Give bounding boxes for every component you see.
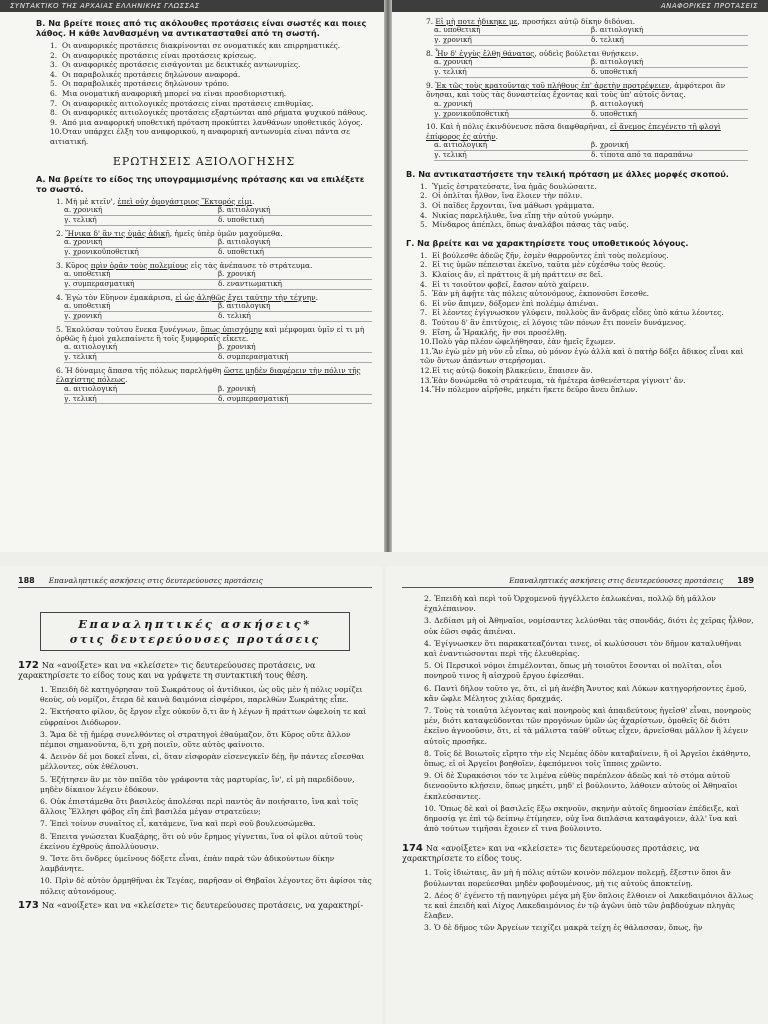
question-text: εἰς τὰς ἀνέπαυσε τὸ στράτευμα. xyxy=(188,260,313,270)
answer-option: δ. εναντιωματική xyxy=(218,280,372,290)
answer-option: β. αιτιολογική xyxy=(591,100,748,110)
question-text: Ἐγὼ τὸν Εὔηνον ἐμακάρισα, xyxy=(65,292,176,302)
list-item xyxy=(40,819,372,829)
answer-option: γ. χρονικοϋποθετική xyxy=(434,110,591,120)
answer-option: α. υποθετική xyxy=(64,302,218,312)
item-number: 10. xyxy=(420,337,432,347)
question-number: 5. xyxy=(56,324,66,334)
answer-option: β. χρονική xyxy=(218,343,372,353)
item-text: Ἅμα δὲ τῇ ἡμέρᾳ συνελθόντες οἱ στρατηγοὶ ἐθαύμαζον, ὅτι Κῦρος οὔτε ἄλλον πέμποι σημανοῦντα, ὅ,τι χρὴ ποιεῖν, οὔτε αὐτὸς φαίνοιτο. xyxy=(40,729,351,750)
question xyxy=(426,49,748,58)
list-item xyxy=(40,752,372,772)
section-b-heading: Β. Να βρείτε ποιες από τις ακόλουθες προτάσεις είναι σωστές και ποιες λάθος. Η κάθε λανθασμένη να αντικατασταθεί από τη σωστή. xyxy=(36,18,367,38)
answer-option: α. χρονική xyxy=(434,100,591,110)
item-text: Οι παραβολικές προτάσεις δηλώνουν τρόπο. xyxy=(62,79,230,89)
item-text: Οἱ ὁπλῖται ἦλθον, ἵνα ἔλοιεν τὴν πόλιν. xyxy=(432,191,583,201)
answer-option: γ. χρονική xyxy=(434,36,591,46)
section-a-heading: Α. Να βρείτε το είδος της υπογραμμισμένης πρότασης και να επιλέξετε το σωστό. xyxy=(36,173,365,194)
answer-option: α. χρονική xyxy=(434,58,591,68)
item-number: 9. xyxy=(50,117,58,127)
exercise-172-list xyxy=(40,685,372,897)
item-text: Οὐκ ἐπιστάμεθα ὅτι βασιλεὺς ἀπολέσαι περὶ παντὸς ἂν ποιήσαιτο, ἵνα καὶ τοῖς ἄλλοις Ἕλλησι φόβος εἴη ἐπὶ βασιλέα μέγαν στρατεύειν; xyxy=(40,797,359,817)
question-number: 1. xyxy=(56,196,66,206)
item-text: Ἐζήτησεν ἂν με τὸν παῖδα τὸν γράφοντα τὰς μαρτυρίας, ἵν', εἰ μὴ παρεδίδουν, μηδὲν δίκαιον λέγειν ἐδόκουν. xyxy=(40,774,355,794)
question-text: . xyxy=(315,292,318,302)
item-number: 1. xyxy=(424,868,432,878)
answer-option: δ. τελική xyxy=(218,312,372,322)
item-number: 3. xyxy=(50,60,58,70)
item-number: 3. xyxy=(424,616,432,626)
answer-options xyxy=(64,343,372,363)
exercise-174-list xyxy=(424,868,754,933)
section-g-list xyxy=(420,251,748,395)
list-item xyxy=(420,366,748,376)
item-number: 5. xyxy=(420,220,428,230)
item-text: Κλαίοις ἄν, εἰ πράττοις ἃ μὴ πράττειν σε δεῖ. xyxy=(432,269,604,279)
list-item xyxy=(420,280,748,290)
answer-options xyxy=(434,58,748,78)
exercise-item xyxy=(424,594,754,614)
question-text: Ἡ δύναμις ἅπασα τῆς πόλεως παρελήφθη xyxy=(65,365,224,375)
question-text: . xyxy=(252,196,255,206)
answer-option: δ. υποθετική xyxy=(218,216,372,226)
item-text: Ἐπειδὴ δὲ κατηγόρησαν τοῦ Σωκράτους οἱ ἀντίδικοι, ὡς οὓς μὲν ἡ πόλις νομίζει θεοὺς, οὐ νομίζοι, ἕτερα δὲ καινὰ δαιμόνια εἰσφέροι, παρελθὼν Σωκράτης εἶπε. xyxy=(40,685,363,705)
item-text: Ὑμεῖς ἐστρατεύσατε, ἵνα ἡμᾶς δουλώσαιτε. xyxy=(432,181,597,191)
underlined-clause: ὥστε μηδὲν διαφέρειν τὴν πόλιν τῆς ἐλαχίστης πόλεως xyxy=(56,365,361,385)
answer-option: γ. τελική xyxy=(434,68,591,78)
item-number: 7. xyxy=(420,308,428,318)
item-number: 8. xyxy=(50,108,58,118)
item-text: Πρὶν δὲ αὐτὸν ὁρμηθῆναι ἐκ Τεγέας, παρῆσαν οἱ Θηβαῖοι λέγοντες ὅτι ἀφίσοι τὰς πόλεις αὐτονόμους. xyxy=(40,876,372,896)
exercise-172-text: Να «ανοίξετε» και να «κλείσετε» τις δευτερεύουσες προτάσεις, να χαρακτηρίσετε το είδος τους και να γράψετε τη συντακτική τους θέση. xyxy=(18,661,316,680)
list-item xyxy=(420,328,748,338)
list-item xyxy=(50,108,372,118)
list-item xyxy=(40,832,372,852)
underlined-clause: Ἐκ τῶς τοὺς κρατοῦντας τοῦ πλήθους ἐπ' ἀρετὴν προτρέψειεν xyxy=(435,81,670,90)
chapter-title-line1: Επαναληπτικές ασκήσεις* xyxy=(78,617,312,631)
item-number: 6. xyxy=(50,88,58,98)
list-item xyxy=(50,127,372,146)
answer-option: δ. υποθετική xyxy=(218,248,372,258)
item-text: Οι αναφορικές προτάσεις εισάγονται με δεικτικές αντωνυμίες. xyxy=(62,60,301,70)
item-text: Ἐπεὶ τοίνυν συναῖτος εἶ, κατάμενε, ἵνα καὶ περὶ σοῦ βουλευσώμεθα. xyxy=(50,819,316,829)
item-text: Πολὺ γὰρ πλέον ὠφελήθησαν, ἐὰν ἡμεῖς ἔχωμεν. xyxy=(432,337,616,347)
item-text: Εἰ βούλεσθε ἀδεῶς ζῆν, ἐσμὲν θαρροῦντες ἐπὶ τοὺς πολεμίους. xyxy=(432,250,669,260)
list-item xyxy=(420,385,748,395)
exercise-item xyxy=(424,891,754,922)
list-item xyxy=(50,60,372,70)
list-item xyxy=(420,347,748,366)
underlined-clause: Εἰ μὴ ποτε ἠδικηκε με xyxy=(435,17,518,26)
exercise-174-number: 174 xyxy=(402,843,423,855)
list-item xyxy=(420,318,748,328)
item-number: 9. xyxy=(424,771,432,781)
item-text: Δέος δ' ἐγένετο τῇ πανηγύρει μέγα μὴ ξὺν ὅπλοις ἔλθοιεν οἱ Λακεδαιμόνιοι ἄλλως τε καὶ ἐπειδὴ καὶ Λίχος Λακεδαιμόνιος ἐν τῷ ἀγῶνι ὑπὸ τῶν ῥαβδούχων πληγὰς ἔλαβεν. xyxy=(424,890,754,921)
underlined-clause: εἰ ὡς ἀληθῶς ἔχει ταύτην τὴν τέχνην xyxy=(175,292,316,302)
item-number: 1. xyxy=(420,181,428,191)
item-number: 1. xyxy=(40,685,48,694)
answer-option: δ. συμπερασματική xyxy=(218,353,372,363)
answer-option: β. αιτιολογική xyxy=(591,58,748,68)
item-text: Οι αναφορικές προτάσεις διακρίνονται σε ονοματικές και επιρρηματικές. xyxy=(62,41,341,50)
item-number: 3. xyxy=(420,269,428,279)
page-header-189 xyxy=(402,576,754,588)
exercise-item xyxy=(424,868,754,888)
question xyxy=(426,81,748,100)
item-text: Ἐὰν δυνώμεθα τὸ στράτευμα, τὰ ἡμέτερα ἀσθενέστερα γίγνοιτ' ἄν. xyxy=(432,375,686,385)
item-number: 7. xyxy=(50,98,58,108)
answer-option: α. αιτιολογική xyxy=(64,343,218,353)
answer-option: γ. συμπερασματική xyxy=(64,280,218,290)
answer-option: α. χρονική xyxy=(64,206,218,216)
item-text: Ὁ δὲ δῆμος τῶν Ἀργείων τειχίζει μακρὰ τείχη ἐς θάλασσαν, ὅπως, ἢν xyxy=(434,923,703,933)
answer-option: γ. χρονική xyxy=(64,312,218,322)
question xyxy=(56,229,372,238)
answer-options xyxy=(434,100,748,120)
question-text: καὶ μέμφομαι ὑμῖν εἰ τι μὴ ὀρθῶς ἢ ἐμοὶ χαλεπαίνετε ἢ τοῖς ξυμφοραῖς εἴκετε. xyxy=(56,324,365,343)
item-number: 10. xyxy=(424,803,437,813)
section-g-heading: Γ. Να βρείτε και να χαρακτηρίσετε τους υποθετικούς λόγους. xyxy=(406,237,689,248)
item-text: Ἢν πόλεμον αἱρῆσθε, μηκέτι ἥκετε δεῦρο ἄνευ ὅπλων. xyxy=(432,385,638,395)
answer-options xyxy=(64,270,372,290)
answer-option: δ. συμπερασματική xyxy=(218,395,372,405)
exercise-item xyxy=(424,749,754,769)
item-number: 7. xyxy=(40,819,48,829)
item-text: Εἰ τι τοιοῦτον φοβεῖ, ἔασον αὐτὸ χαίρειν. xyxy=(432,279,590,289)
item-text: Εἴση, ὦ Ἡρακλῆς, ἥν σοι προσέλθῃ. xyxy=(432,327,567,337)
section-b-list-right xyxy=(420,182,748,230)
underlined-clause: ἐπεὶ οὐχ ὁμογάστριος Ἕκτορός εἰμι xyxy=(117,196,253,206)
item-number: 10. xyxy=(50,127,62,137)
bottom-left-page xyxy=(0,566,382,1024)
list-item xyxy=(40,730,372,750)
list-item xyxy=(420,337,748,347)
list-item xyxy=(420,211,748,221)
list-item xyxy=(50,99,372,109)
item-number: 6. xyxy=(420,298,428,308)
answer-option: γ. χρονικοϋποθετική xyxy=(64,248,218,258)
question-text: Καὶ ἡ πόλις ἐκινδύνευσε πᾶσα διαφθαρῆναι, xyxy=(440,122,611,132)
question xyxy=(56,325,372,344)
question xyxy=(426,122,748,141)
item-text: Ἴστε ὅτι ὄνδρες ὑμεῖνους δόξετε εἶναι, ἐπὰν παρὰ τῶν ἀδικούντων δίκην λαμβάνητε. xyxy=(40,854,335,874)
top-left-page xyxy=(0,0,384,552)
item-text: Ἂν ἐγὼ μὲν μὴ νῦν εὖ εἴπω, οὐ μόνον ἐγὼ ἀλλὰ καὶ ὁ πατὴρ δόξει ἄδικος εἶναι καὶ τῶν ὄντων ἁπάντων στερήσομαι. xyxy=(420,346,744,366)
answer-option: γ. τελική xyxy=(434,151,591,161)
answer-option: γ. τελική xyxy=(64,216,218,226)
exercise-172-number: 172 xyxy=(18,660,39,671)
list-item xyxy=(420,201,748,211)
answer-option: β. αιτιολογική xyxy=(218,238,372,248)
answer-option: δ. υποθετική xyxy=(591,68,748,78)
item-number: 4. xyxy=(40,752,48,762)
section-b-list xyxy=(50,41,372,147)
question-text: , προσήκει αὐτῷ δίκην διδόναι. xyxy=(517,17,636,26)
bottom-right-page xyxy=(386,566,768,1024)
question-text: Μὴ μὲ κτεῖν', xyxy=(65,196,118,206)
answer-options xyxy=(434,141,748,161)
item-text: Εἰ λέοντες ἐγίγνωσκον γλύφειν, πολλοὺς ἂν ἄνδρας εἶδες ὑπὸ κάτω λέοντες. xyxy=(432,308,724,318)
answer-option: δ. υποθετική xyxy=(591,110,748,120)
item-number: 4. xyxy=(50,69,58,79)
question-text: . xyxy=(125,375,128,385)
item-text: Τούτου δ' ἂν ἐπιτύχοις, εἰ λόγοις τῶν πόνων ἔτι πονεῖν δυνάμενος. xyxy=(432,317,687,327)
underlined-clause: Ἥνικα δ' ἂν τις ὑμᾶς ἀδικῇ xyxy=(65,228,170,238)
answer-options xyxy=(64,385,372,405)
underlined-clause: Ἦν δ' ἐγγὺς ἔλθῃ θάνατος xyxy=(435,49,535,58)
item-number: 10. xyxy=(40,876,53,886)
exercise-174-intro xyxy=(402,844,754,864)
exercise-item xyxy=(424,804,754,835)
item-number: 2. xyxy=(424,890,432,900)
running-head-189: Επαναληπτικές ασκήσεις στις δευτερεύουσες προτάσεις xyxy=(509,576,724,585)
answer-options xyxy=(64,238,372,258)
question-text: , ἡμεῖς ὑπὲρ ὑμῶν μαχούμεθα. xyxy=(169,228,283,238)
underlined-clause: ὅπως ὑπισχόμην xyxy=(200,324,263,334)
exercise-173-intro xyxy=(18,901,372,911)
item-text: Τοὺς τὰ τοιαῦτα λέγοντας καὶ πονηροὺς καὶ ἀπαιδεύτους ἡγεῖσθ' εἶναι, πονηροὺς μέν, διότι καταψεύδονται τῶν προγόνων ὑμῶν ὡς ἀχαρίστων, ὁμοθεῖς δὲ διότι ἐκεῖνο ἀγνοοῦσιν, ὅτι, εἰ τὰ μάλιστα ταῦθ' οὕτως εἶχεν, ἀρνεῖσθαι μᾶλλον ἢ λέγειν αὐτοῖς προσῆκε. xyxy=(424,706,751,746)
list-item xyxy=(420,289,748,299)
item-number: 2. xyxy=(40,707,48,717)
page-header-band-right: ΑΝΑΦΟΡΙΚΕΣ ΠΡΟΤΑΣΕΙΣ xyxy=(392,0,768,12)
answer-option: α. χρονική xyxy=(64,238,218,248)
list-item xyxy=(420,182,748,192)
question-number: 4. xyxy=(56,292,66,302)
item-number: 3. xyxy=(424,923,432,933)
item-text: Δεδίασι μὴ οἱ Ἀθηναῖοι, νομίσαντες λελύσθαι τὰς σπονδάς, διότι ἐς χεῖρας ἦλθον, οὐκ ἐῶσι σφᾶς ἀπιέναι. xyxy=(424,616,754,636)
answer-option: γ. τελική xyxy=(64,353,218,363)
item-number: 2. xyxy=(420,191,428,201)
section-a-questions xyxy=(36,197,372,405)
section-b-heading-right: Β. Να αντικαταστήσετε την τελική πρόταση με άλλες μορφές σκοπού. xyxy=(406,168,729,179)
answer-option: α. αιτιολογική xyxy=(64,385,218,395)
list-item xyxy=(40,707,372,727)
question-number: 6. xyxy=(56,365,66,375)
item-number: 4. xyxy=(424,638,432,648)
item-number: 7. xyxy=(424,706,432,716)
item-text: Εἰ τις ὑμῶν πέπεισται ἐκεῖνο, ταῦτα μὲν εὐχέσθω τοὺς θεούς. xyxy=(432,260,666,270)
question-text: , οὐδεὶς βούλεται θνῄσκειν. xyxy=(534,49,639,58)
answer-options xyxy=(64,302,372,322)
question-number: 10. xyxy=(426,122,441,132)
list-item xyxy=(40,685,372,705)
exercise-item xyxy=(424,639,754,659)
exercise-item xyxy=(424,706,754,747)
question-number: 2. xyxy=(56,228,66,238)
item-text: Ἐκτήσατο φίλον, ὅς ἔργον εἶχε οὐκοῦν ὅ,τι ἂν ἡ λέγων ἢ πράττων ὠφελοίη τε καὶ εὐφραίνοι Διόδωρον. xyxy=(40,707,367,727)
item-text: Μια ονοματική αναφορική μπορεί να είναι προσδιοριστική. xyxy=(62,88,287,98)
question-number: 3. xyxy=(56,260,66,270)
item-number: 5. xyxy=(40,774,48,784)
answer-option: α. υποθετική xyxy=(64,270,218,280)
answer-option: β. χρονική xyxy=(218,385,372,395)
exercise-173-number: 173 xyxy=(18,899,39,911)
answer-options xyxy=(434,26,748,46)
item-text: Ὅπως δὲ καὶ οἱ βασιλεῖς ἔξω σκηνοῦν, σκηνὴν αὐτοῖς δημοσίαν ἐπέδειξε, καὶ δημοσίᾳ γε ἐπὶ τῷ δείπνῳ ἐτίμησεν, οὐχ ἵνα διπλάσια καταφάγοιεν, ἀλλ' ἵνα καὶ ἀπὸ τούτων τιμῆσαι ἔχοιεν εἴ τινα βούλοιντο. xyxy=(424,803,740,834)
item-text: Τοῖς δὲ Βοιωτοῖς εἴρητο τὴν εἰς Νεμέας ὁδὸν καταβαίνειν, ἥ οἱ Ἀργεῖοι ἐκάθηντο, ὅπως, εἰ οἱ Ἀργεῖοι βοηθοῖεν, ἐφεπόμενοι τοῖς ἵπποις χρῶντο. xyxy=(424,748,751,769)
item-text: Ἐπειτα γνώσεται Κυαξάρης, ὅτι οὐ νῦν ἔρημος γίγνεται, ἵνα οἱ φίλοι αὐτοῦ τοὺς ἐκείνου ἐχθροὺς ἀπολλύουσιν. xyxy=(40,831,363,851)
item-number: 6. xyxy=(424,683,432,693)
questions-continued xyxy=(406,17,748,161)
item-text: Οἱ δὲ Συρακόσιοι τόν τε λιμένα εὐθὺς παρέπλεον ἀδεῶς καὶ τὸ στόμα αὐτοῦ διενοοῦντο κλῄσειν, ὅπως μηκέτι, μηδ' εἰ βούλοιντο, λάθοιεν αὐτοὺς οἱ Ἀθηναῖοι ἐκπλεύσαντες. xyxy=(424,771,738,801)
item-text: Ἐπειδὴ καὶ περὶ τοῦ Ὀρχομενοῦ ἠγγέλλετο ἑαλωκέναι, πολλῷ δὴ μᾶλλον ἐχαλέπαινον. xyxy=(424,594,716,614)
item-text: Παντὶ δῆλον τοῦτο γε, ὅτι, εἰ μὴ ἀνέβη Ἄνυτος καὶ Λύκων κατηγορήσοντες ἐμοῦ, κἂν ὤφλε Μέλητος χιλίας δραχμάς. xyxy=(424,683,747,703)
item-number: 13. xyxy=(420,375,432,385)
exercise-item xyxy=(424,771,754,802)
answer-option: α. υποθετική xyxy=(434,26,591,36)
question-number: 8. xyxy=(426,49,436,58)
answer-option: γ. τελική xyxy=(64,395,218,405)
item-number: 5. xyxy=(420,289,428,299)
item-number: 9. xyxy=(420,327,428,337)
question-text: Κῦρος xyxy=(65,260,91,270)
item-text: Οἱ Περσικοὶ νόμοι ἐπιμέλονται, ὅπως μὴ τοιοῦτοι ἔσονται οἱ πολῖται, οἷοι πονηροῦ τινος ἢ αἰσχροῦ ἔργου ἐφίεσθαι. xyxy=(424,661,723,681)
list-item xyxy=(40,775,372,795)
list-item xyxy=(420,260,748,270)
list-item xyxy=(40,854,372,874)
question-number: 7. xyxy=(426,17,436,26)
exercise-172-continued-list xyxy=(424,594,754,834)
list-item xyxy=(420,308,748,318)
list-item xyxy=(50,79,372,89)
item-number: 2. xyxy=(50,50,58,60)
page-header-band: ΣΥΝΤΑΚΤΙΚΟ ΤΗΣ ΑΡΧΑΙΑΣ ΕΛΛΗΝΙΚΗΣ ΓΛΩΣΣΑΣ xyxy=(0,0,384,12)
exercise-174-text: Να «ανοίξετε» και να «κλείσετε» τις δευτερεύουσες προτάσεις, να χαρακτηρίσετε το είδος τους. xyxy=(402,844,700,864)
item-number: 1. xyxy=(50,41,58,50)
list-item xyxy=(420,191,748,201)
running-head-188: Επαναληπτικές ασκήσεις στις δευτερεύουσες προτάσεις xyxy=(48,576,263,585)
answer-option: β. χρονική xyxy=(591,141,748,151)
item-number: 12. xyxy=(420,365,432,375)
answer-option: δ. τελική xyxy=(591,36,748,46)
list-item xyxy=(420,220,748,230)
item-text: Οι αναφορικές αιτιολογικές προτάσεις είναι προτάσεις επιθυμίας. xyxy=(62,98,314,108)
answer-option: β. αιτιολογική xyxy=(218,206,372,216)
list-item xyxy=(420,270,748,280)
item-number: 14. xyxy=(420,385,432,395)
exercise-172-intro xyxy=(18,661,372,681)
answer-option: β. αιτιολογική xyxy=(218,302,372,312)
item-text: Ἐγίγνωσκεν ὅτι παρακατεαζόνται τινες, οἱ κωλύσουσι τὸν δῆμον καταλυθῆναι καὶ ἐναντιώσονται περὶ τῆς ἐλευθερίας. xyxy=(424,638,742,659)
item-number: 3. xyxy=(420,201,428,210)
item-text: Οι αναφορικές προτάσεις είναι προτάσεις κρίσεως. xyxy=(62,50,257,60)
exercise-item xyxy=(424,684,754,704)
item-number: 2. xyxy=(420,260,428,270)
item-text: Μίνδαρος ἀπέπλει, ὅπως ἀναλάβοι πάσας τὰς ναῦς. xyxy=(432,220,629,230)
page-number-189: 189 xyxy=(737,576,754,585)
item-number: 9. xyxy=(40,854,48,864)
list-item xyxy=(420,251,748,261)
exercise-item xyxy=(424,923,754,933)
book-gutter xyxy=(384,0,392,552)
item-number: 8. xyxy=(424,748,432,758)
list-item xyxy=(40,876,372,896)
answer-option: α. αιτιολογική xyxy=(434,141,591,151)
list-item xyxy=(40,797,372,817)
item-number: 1. xyxy=(420,250,428,260)
page-header-188 xyxy=(18,576,372,588)
answer-option: β. χρονική xyxy=(218,270,372,280)
item-text: Οἱ παῖδες ἔρχονται, ἵνα μάθωσι γράμματα. xyxy=(432,201,595,210)
question-text: . xyxy=(495,131,498,141)
exercise-173-text: Να «ανοίξετε» και να «κλείσετε» τις δευτερεύουσες προτάσεις, να χαρακτηρί- xyxy=(41,900,364,910)
item-text: Από μια αναφορική υποθετική πρόταση προκύπτει λανθάνων υποθετικός λόγος. xyxy=(62,117,363,127)
answer-option: β. αιτιολογική xyxy=(591,26,748,36)
item-text: Τοῖς ἰδιώταις, ἂν μὴ ἡ πόλις αὐτῶν κοινὸν πόλεμον πολεμῇ, ἔξεστιν ὅποι ἂν βούλωνται πορεύεσθαι μηδὲν φοβουμένους, μὴ τις αὐτοὺς ἀποκτείνῃ. xyxy=(424,868,731,888)
list-item xyxy=(420,376,748,386)
item-text: Ἐὰν μὴ ἀφῇτε τὰς πόλεις αὐτονόμους, ἐκπονοῦσι ἔσεσθε. xyxy=(432,289,650,299)
exercise-item xyxy=(424,616,754,636)
item-number: 4. xyxy=(420,210,428,220)
item-number: 11. xyxy=(420,346,432,356)
chapter-title-box xyxy=(40,612,350,651)
item-text: Νικίας παρελήλυθε, ἵνα εἴπῃ τὴν αὐτοῦ γνώμην. xyxy=(432,210,614,220)
item-number: 4. xyxy=(420,279,428,289)
item-number: 8. xyxy=(420,317,428,327)
list-item xyxy=(50,70,372,80)
list-item xyxy=(50,89,372,99)
item-number: 5. xyxy=(424,661,432,671)
question xyxy=(56,366,372,385)
item-number: 8. xyxy=(40,831,48,841)
item-number: 6. xyxy=(40,797,48,807)
list-item xyxy=(50,51,372,61)
item-number: 3. xyxy=(40,729,48,739)
item-text: Εἰ τις αὐτῷ δοκοίη βλακεύειν, ἔπαισεν ἄν. xyxy=(432,365,593,375)
item-number: 5. xyxy=(50,79,58,89)
evaluation-title: ΕΡΩΤΗΣΕΙΣ ΑΞΙΟΛΟΓΗΣΗΣ xyxy=(112,154,296,168)
question xyxy=(56,197,372,206)
item-number: 2. xyxy=(424,594,432,603)
page-number-188: 188 xyxy=(18,576,35,585)
exercise-item xyxy=(424,661,754,681)
answer-option: δ. τίποτα από τα παραπάνω xyxy=(591,151,748,161)
list-item xyxy=(50,118,372,128)
list-item xyxy=(420,299,748,309)
question-number: 9. xyxy=(426,81,436,90)
underlined-clause: πρὶν ὁρᾶν τοὺς πολεμίους xyxy=(90,260,189,270)
item-text: Οι αναφορικές αιτιολογικές προτάσεις εξαρτώνται από ρήματα ψυχικού πάθους. xyxy=(62,108,368,118)
list-item xyxy=(50,41,372,51)
top-right-page xyxy=(392,0,768,552)
answer-options xyxy=(64,206,372,226)
item-text: Οι παραβολικές προτάσεις δηλώνουν αναφορά. xyxy=(62,69,241,79)
underlined-clause: εἰ ἄνεμος ἐπεγένετο τῇ φλογὶ ἐπίφορος ἐς αὐτήν xyxy=(426,122,721,141)
item-text: Δεινὸν δέ μοι δοκεῖ εἶναι, εἰ, ὅταν εἰσφορὰν εἰσενεγκεῖν δέῃ, ἣν πάντες εἴσεσθαι μέλλοντες, οὐκ ἐθέλουσι. xyxy=(40,752,365,772)
item-text: Όταν υπάρχει έλξη του αναφορικού, η αναφορική αντωνυμία είναι πάντα σε αιτιατική. xyxy=(50,127,350,146)
question-text: , ἀμφότεροι ἂν ὄνησαι, καὶ τοὺς τὰς δυναστείας ἔχοντας καὶ τοὺς ὑπ' αὐτοῖς ὄντας. xyxy=(426,81,726,100)
item-text: Εἰ νῦν ἄπιμεν, δόξομεν ἐπὶ πολέμῳ ἀπιέναι. xyxy=(432,298,599,308)
question-text: Ἐκολύσαν τούτου ἕνεκα ξυνέγνων, xyxy=(65,324,201,334)
chapter-title-line2: στις δευτερεύουσες προτάσεις xyxy=(69,633,321,646)
